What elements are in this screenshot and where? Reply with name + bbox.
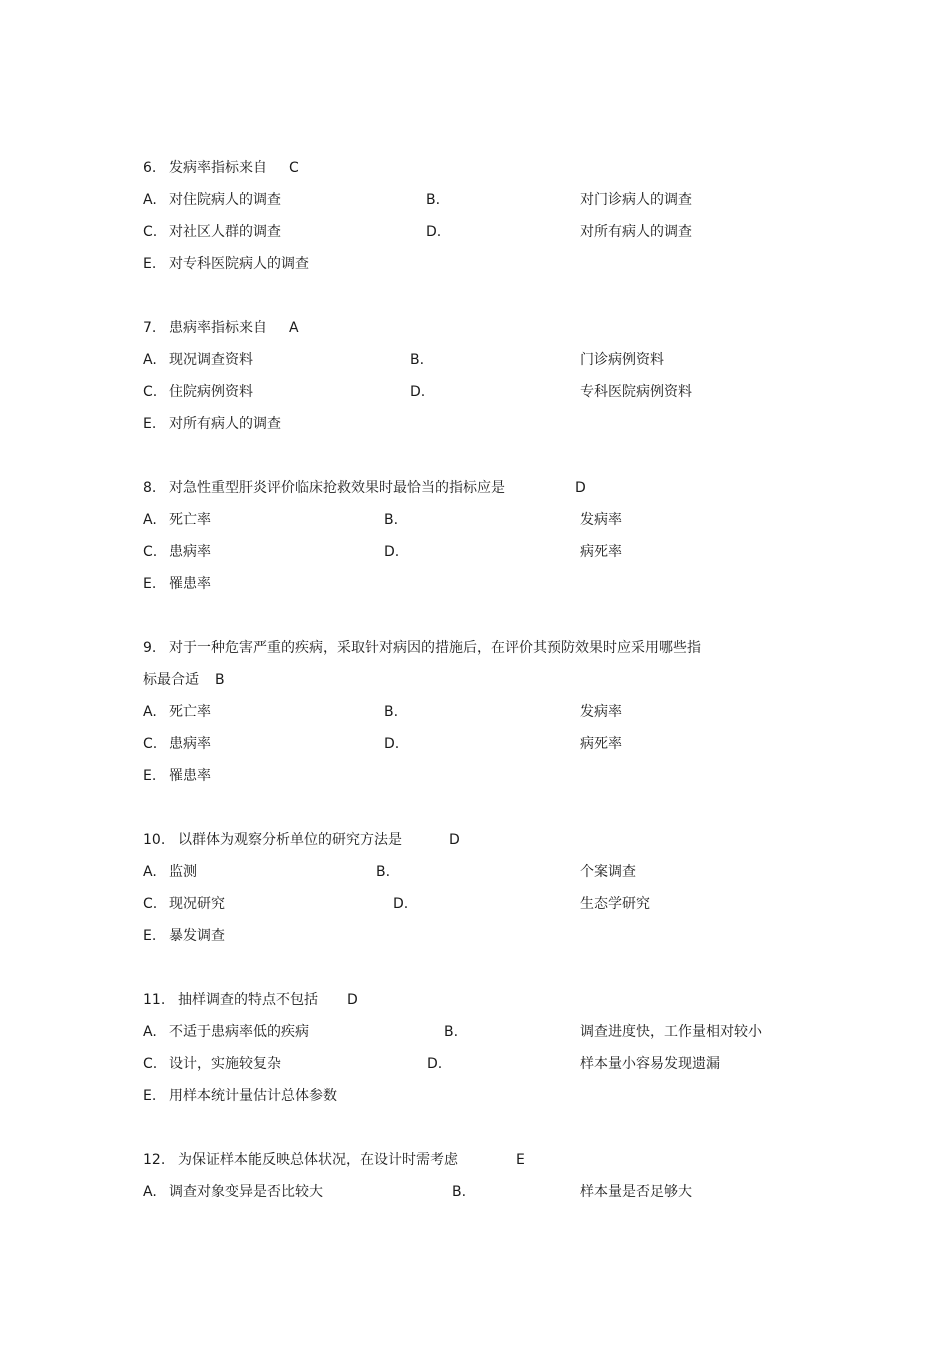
option-d: 样本量小容易发现遗漏: [580, 1056, 720, 1072]
question-number: 11.: [143, 992, 166, 1008]
option-d: 病死率: [580, 736, 622, 752]
option-marker: C.: [143, 384, 158, 400]
option-marker: B.: [452, 1184, 467, 1200]
question-text: 对急性重型肝炎评价临床抢救效果时最恰当的指标应是: [169, 480, 505, 496]
answer-key: B: [215, 672, 225, 688]
option-marker: D.: [384, 736, 400, 752]
option-e: 罹患率: [169, 576, 211, 592]
question-text: 抽样调查的特点不包括: [178, 992, 318, 1008]
option-marker: B.: [444, 1024, 459, 1040]
option-marker: A.: [143, 864, 157, 880]
answer-key: A: [289, 320, 299, 336]
question-text-continued: 标最合适: [143, 672, 199, 688]
question-number: 6.: [143, 160, 157, 176]
option-c: 现况研究: [169, 896, 225, 912]
option-marker: E.: [143, 768, 157, 784]
question-text: 以群体为观察分析单位的研究方法是: [178, 832, 402, 848]
option-b: 门诊病例资料: [580, 352, 664, 368]
answer-key: D: [575, 480, 586, 496]
option-a: 现况调查资料: [169, 352, 253, 368]
question-text: 对于一种危害严重的疾病，采取针对病因的措施后，在评价其预防效果时应采用哪些指: [169, 640, 701, 656]
question-number: 7.: [143, 320, 157, 336]
question-text: 患病率指标来自: [169, 320, 267, 336]
option-c: 患病率: [169, 736, 211, 752]
option-e: 对专科医院病人的调查: [169, 256, 309, 272]
option-c: 患病率: [169, 544, 211, 560]
option-d: 对所有病人的调查: [580, 224, 692, 240]
answer-key: D: [449, 832, 460, 848]
option-marker: B.: [410, 352, 425, 368]
option-marker: B.: [376, 864, 391, 880]
option-marker: D.: [410, 384, 426, 400]
option-marker: D.: [384, 544, 400, 560]
question-number: 9.: [143, 640, 157, 656]
question-text: 发病率指标来自: [169, 160, 267, 176]
option-marker: D.: [393, 896, 409, 912]
option-b: 调查进度快，工作量相对较小: [580, 1024, 762, 1040]
option-marker: C.: [143, 224, 158, 240]
option-marker: A.: [143, 704, 157, 720]
answer-key: E: [516, 1152, 525, 1168]
option-e: 对所有病人的调查: [169, 416, 281, 432]
option-marker: E.: [143, 928, 157, 944]
option-d: 生态学研究: [580, 896, 650, 912]
option-marker: A.: [143, 512, 157, 528]
option-marker: C.: [143, 544, 158, 560]
option-marker: C.: [143, 1056, 158, 1072]
option-e: 暴发调查: [169, 928, 225, 944]
question-number: 8.: [143, 480, 157, 496]
option-b: 发病率: [580, 704, 622, 720]
option-b: 样本量是否足够大: [580, 1184, 692, 1200]
option-marker: D.: [426, 224, 442, 240]
option-marker: C.: [143, 736, 158, 752]
answer-key: C: [289, 160, 299, 176]
option-c: 住院病例资料: [169, 384, 253, 400]
option-c: 设计，实施较复杂: [169, 1056, 281, 1072]
option-e: 罹患率: [169, 768, 211, 784]
option-d: 病死率: [580, 544, 622, 560]
option-a: 死亡率: [169, 512, 211, 528]
option-marker: A.: [143, 352, 157, 368]
option-marker: B.: [384, 704, 399, 720]
option-b: 发病率: [580, 512, 622, 528]
question-text: 为保证样本能反映总体状况，在设计时需考虑: [178, 1152, 458, 1168]
question-number: 10.: [143, 832, 166, 848]
option-b: 对门诊病人的调查: [580, 192, 692, 208]
option-marker: B.: [426, 192, 441, 208]
option-e: 用样本统计量估计总体参数: [169, 1088, 337, 1104]
option-a: 监测: [169, 864, 197, 880]
option-marker: E.: [143, 1088, 157, 1104]
option-marker: B.: [384, 512, 399, 528]
option-marker: A.: [143, 1184, 157, 1200]
option-marker: A.: [143, 192, 157, 208]
option-marker: A.: [143, 1024, 157, 1040]
option-a: 不适于患病率低的疾病: [169, 1024, 309, 1040]
option-marker: D.: [427, 1056, 443, 1072]
option-marker: E.: [143, 576, 157, 592]
option-a: 调查对象变异是否比较大: [169, 1184, 323, 1200]
option-a: 对住院病人的调查: [169, 192, 281, 208]
option-marker: E.: [143, 416, 157, 432]
answer-key: D: [347, 992, 358, 1008]
option-c: 对社区人群的调查: [169, 224, 281, 240]
option-marker: E.: [143, 256, 157, 272]
option-a: 死亡率: [169, 704, 211, 720]
option-marker: C.: [143, 896, 158, 912]
option-d: 专科医院病例资料: [580, 384, 692, 400]
question-number: 12.: [143, 1152, 166, 1168]
option-b: 个案调查: [580, 864, 636, 880]
